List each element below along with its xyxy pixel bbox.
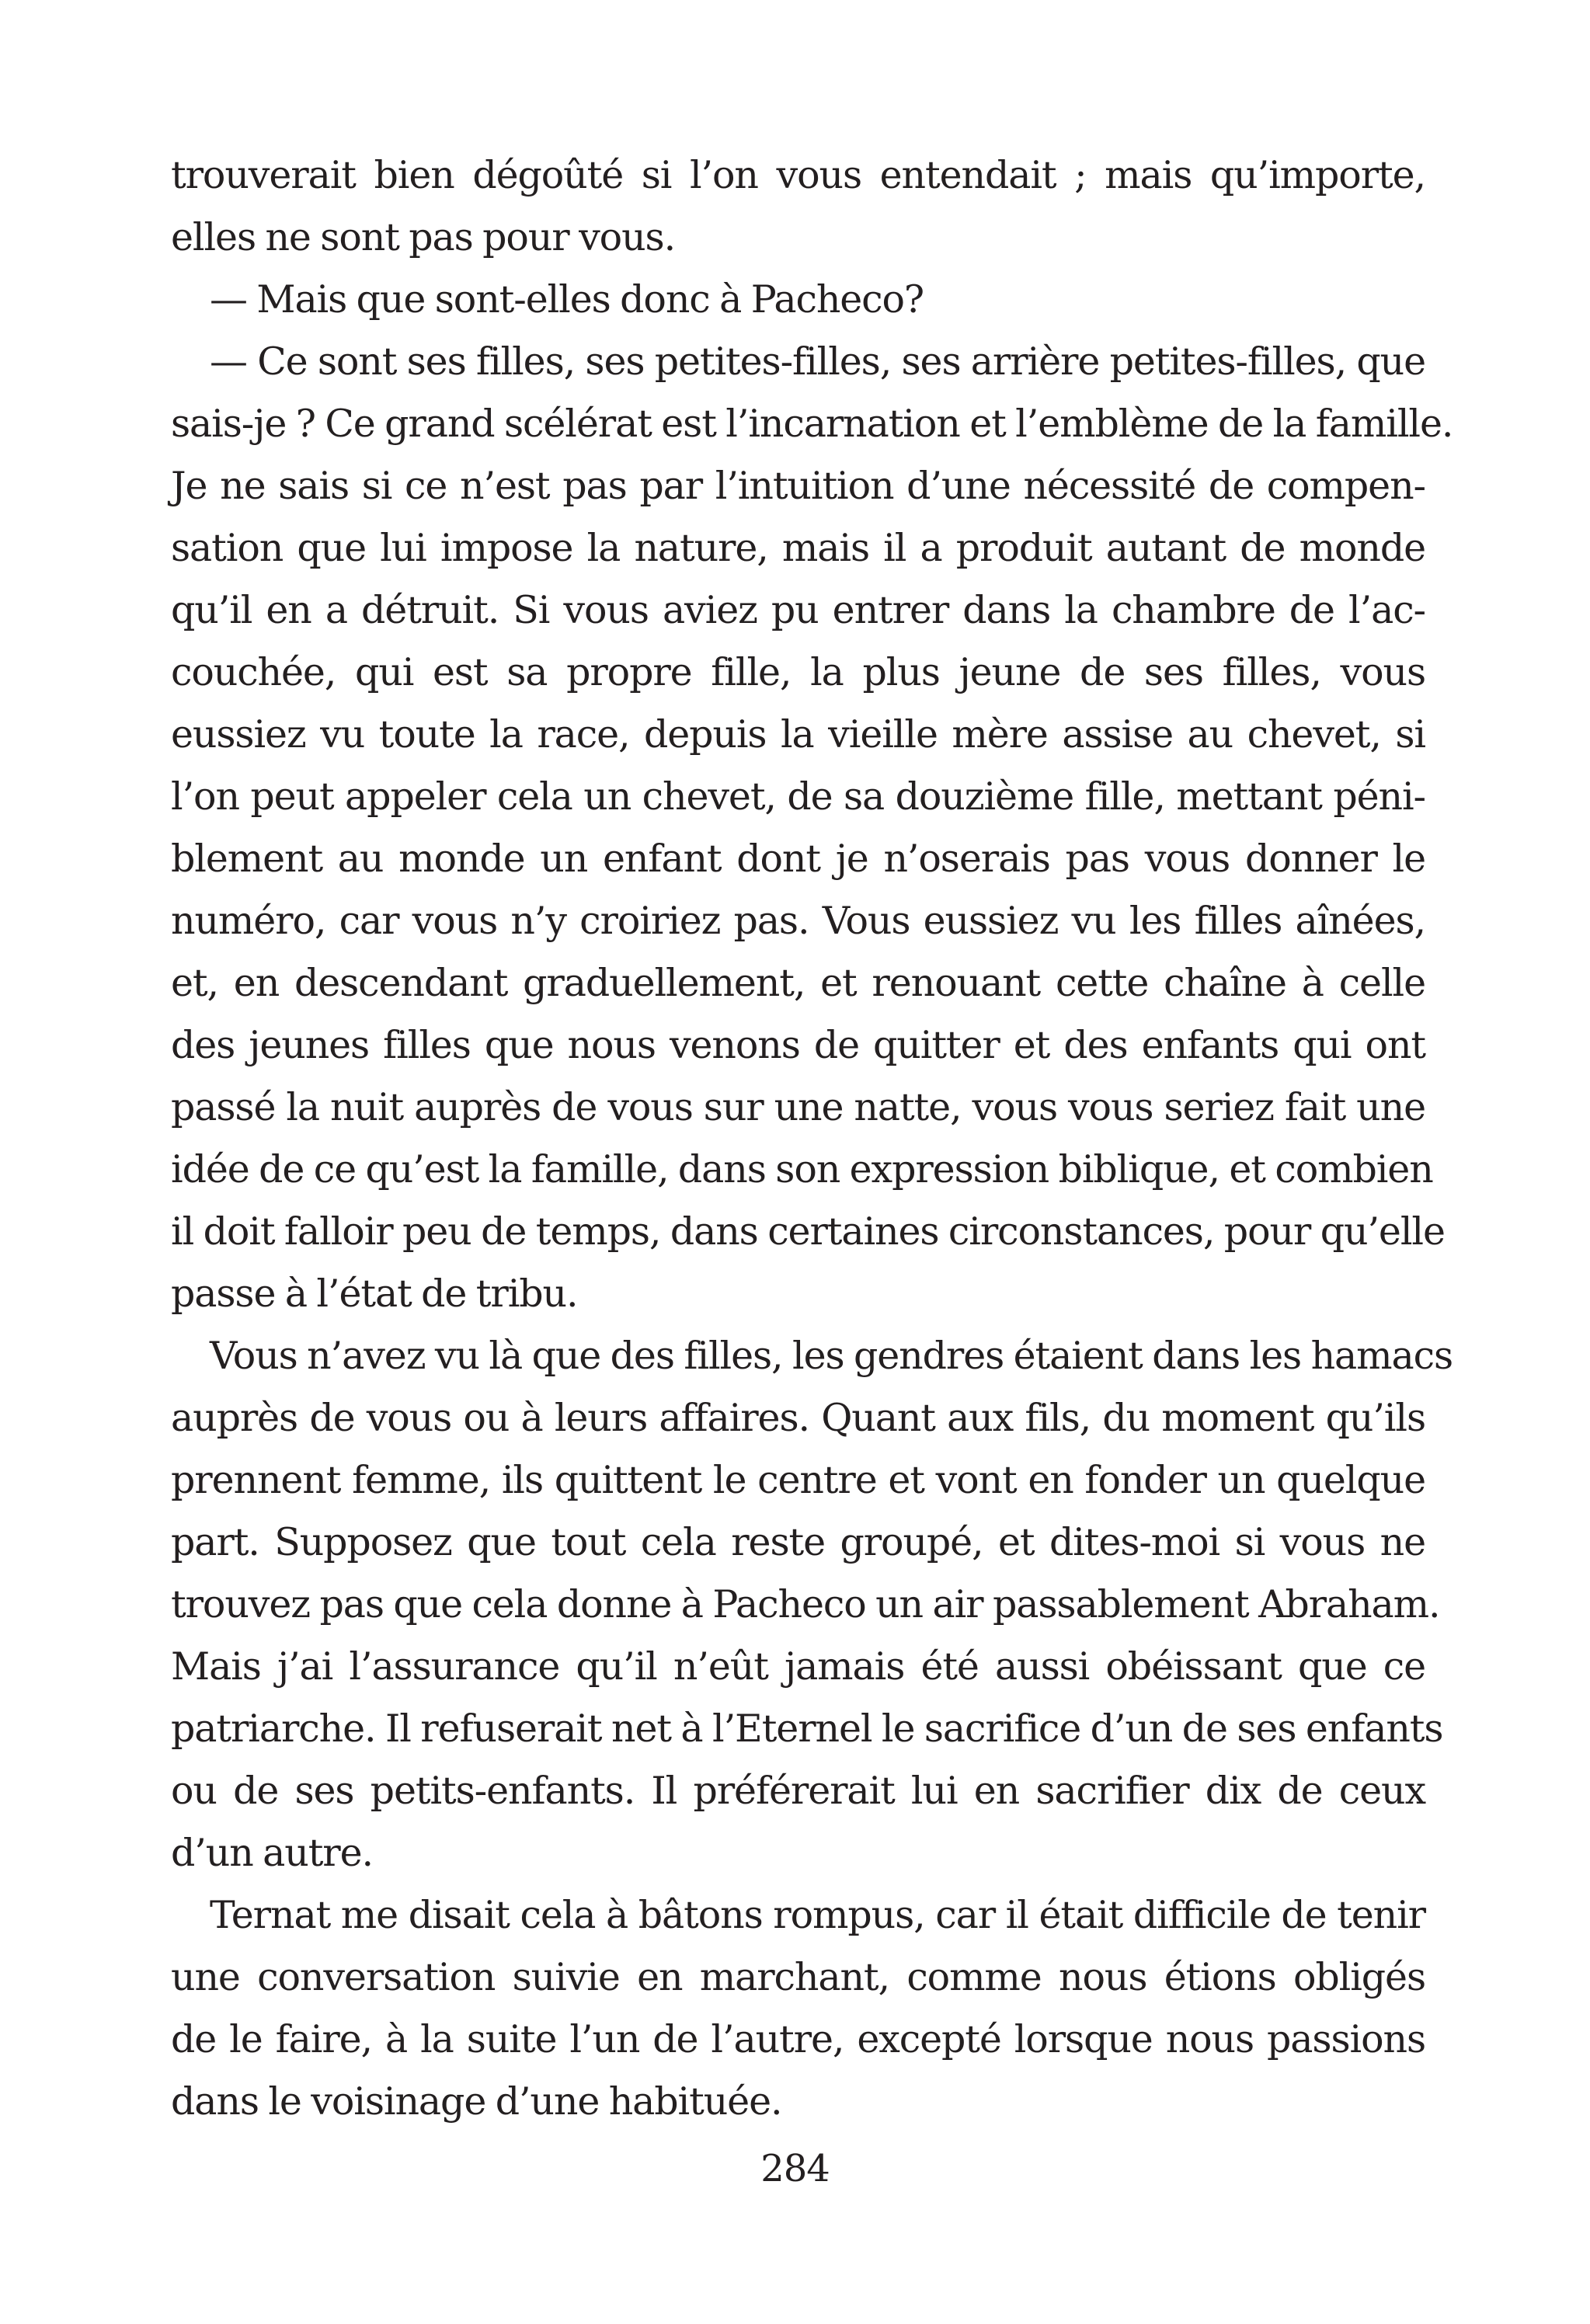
text-line: sation que lui impose la nature, mais il a produit autant de monde xyxy=(171,526,1425,570)
text-line: sais-je ? Ce grand scélérat est l’incarnation et l’emblème de la famille. xyxy=(171,402,1453,446)
text-line: des jeunes filles que nous venons de quitter et des enfants qui ont xyxy=(171,1023,1425,1067)
text-line: une conversation suivie en marchant, comme nous étions obligés xyxy=(171,1955,1425,1999)
text-line: de le faire, à la suite l’un de l’autre, excepté lorsque nous passions xyxy=(171,2017,1425,2061)
text-line: elles ne sont pas pour vous. xyxy=(171,215,676,259)
text-line: passé la nuit auprès de vous sur une natte, vous vous seriez fait une xyxy=(171,1085,1425,1129)
text-line: prennent femme, ils quittent le centre et vont en fonder un quelque xyxy=(171,1458,1425,1502)
text-line: eussiez vu toute la race, depuis la vieille mère assise au chevet, si xyxy=(171,712,1425,757)
text-line: patriarche. Il refuserait net à l’Eternel le sacrifice d’un de ses enfants xyxy=(171,1706,1443,1751)
text-line: blement au monde un enfant dont je n’oserais pas vous donner le xyxy=(171,837,1425,881)
text-line: qu’il en a détruit. Si vous aviez pu entrer dans la chambre de l’ac- xyxy=(171,588,1425,632)
text-line: il doit falloir peu de temps, dans certaines circonstances, pour qu’elle xyxy=(171,1209,1445,1254)
paragraph-first-line: Vous n’avez vu là que des filles, les gendres étaient dans les hamacs xyxy=(210,1334,1453,1378)
text-line: ou de ses petits-enfants. Il préférerait lui en sacrifier dix de ceux xyxy=(171,1769,1425,1813)
text-line: passe à l’état de tribu. xyxy=(171,1272,578,1316)
dialogue-line: — Mais que sont-elles donc à Pacheco? xyxy=(210,277,924,322)
text-line: trouverait bien dégoûté si l’on vous entendait ; mais qu’importe, xyxy=(171,153,1425,197)
text-line: couchée, qui est sa propre fille, la plus jeune de ses filles, vous xyxy=(171,650,1425,694)
text-line: auprès de vous ou à leurs affaires. Quant aux fils, du moment qu’ils xyxy=(171,1396,1425,1440)
text-line: Je ne sais si ce n’est pas par l’intuition d’une nécessité de compen- xyxy=(171,464,1425,508)
text-line: Mais j’ai l’assurance qu’il n’eût jamais été aussi obéissant que ce xyxy=(171,1644,1425,1689)
text-line: et, en descendant graduellement, et renouant cette chaîne à celle xyxy=(171,961,1425,1005)
text-line: l’on peut appeler cela un chevet, de sa douzième fille, mettant péni- xyxy=(171,774,1425,819)
text-line: part. Supposez que tout cela reste groupé, et dites-moi si vous ne xyxy=(171,1520,1425,1564)
text-line: numéro, car vous n’y croiriez pas. Vous eussiez vu les filles aînées, xyxy=(171,899,1425,943)
text-line: dans le voisinage d’une habituée. xyxy=(171,2079,782,2124)
dialogue-line: — Ce sont ses filles, ses petites-filles, ses arrière petites-filles, que xyxy=(210,339,1425,384)
paragraph-first-line: Ternat me disait cela à bâtons rompus, car il était difficile de tenir xyxy=(210,1893,1425,1937)
text-line: trouvez pas que cela donne à Pacheco un air passablement Abraham. xyxy=(171,1582,1440,1626)
text-line: idée de ce qu’est la famille, dans son expression biblique, et combien xyxy=(171,1147,1433,1192)
text-line: d’un autre. xyxy=(171,1831,373,1875)
body-text xyxy=(171,144,1453,2133)
page-number: 284 xyxy=(760,2147,830,2190)
